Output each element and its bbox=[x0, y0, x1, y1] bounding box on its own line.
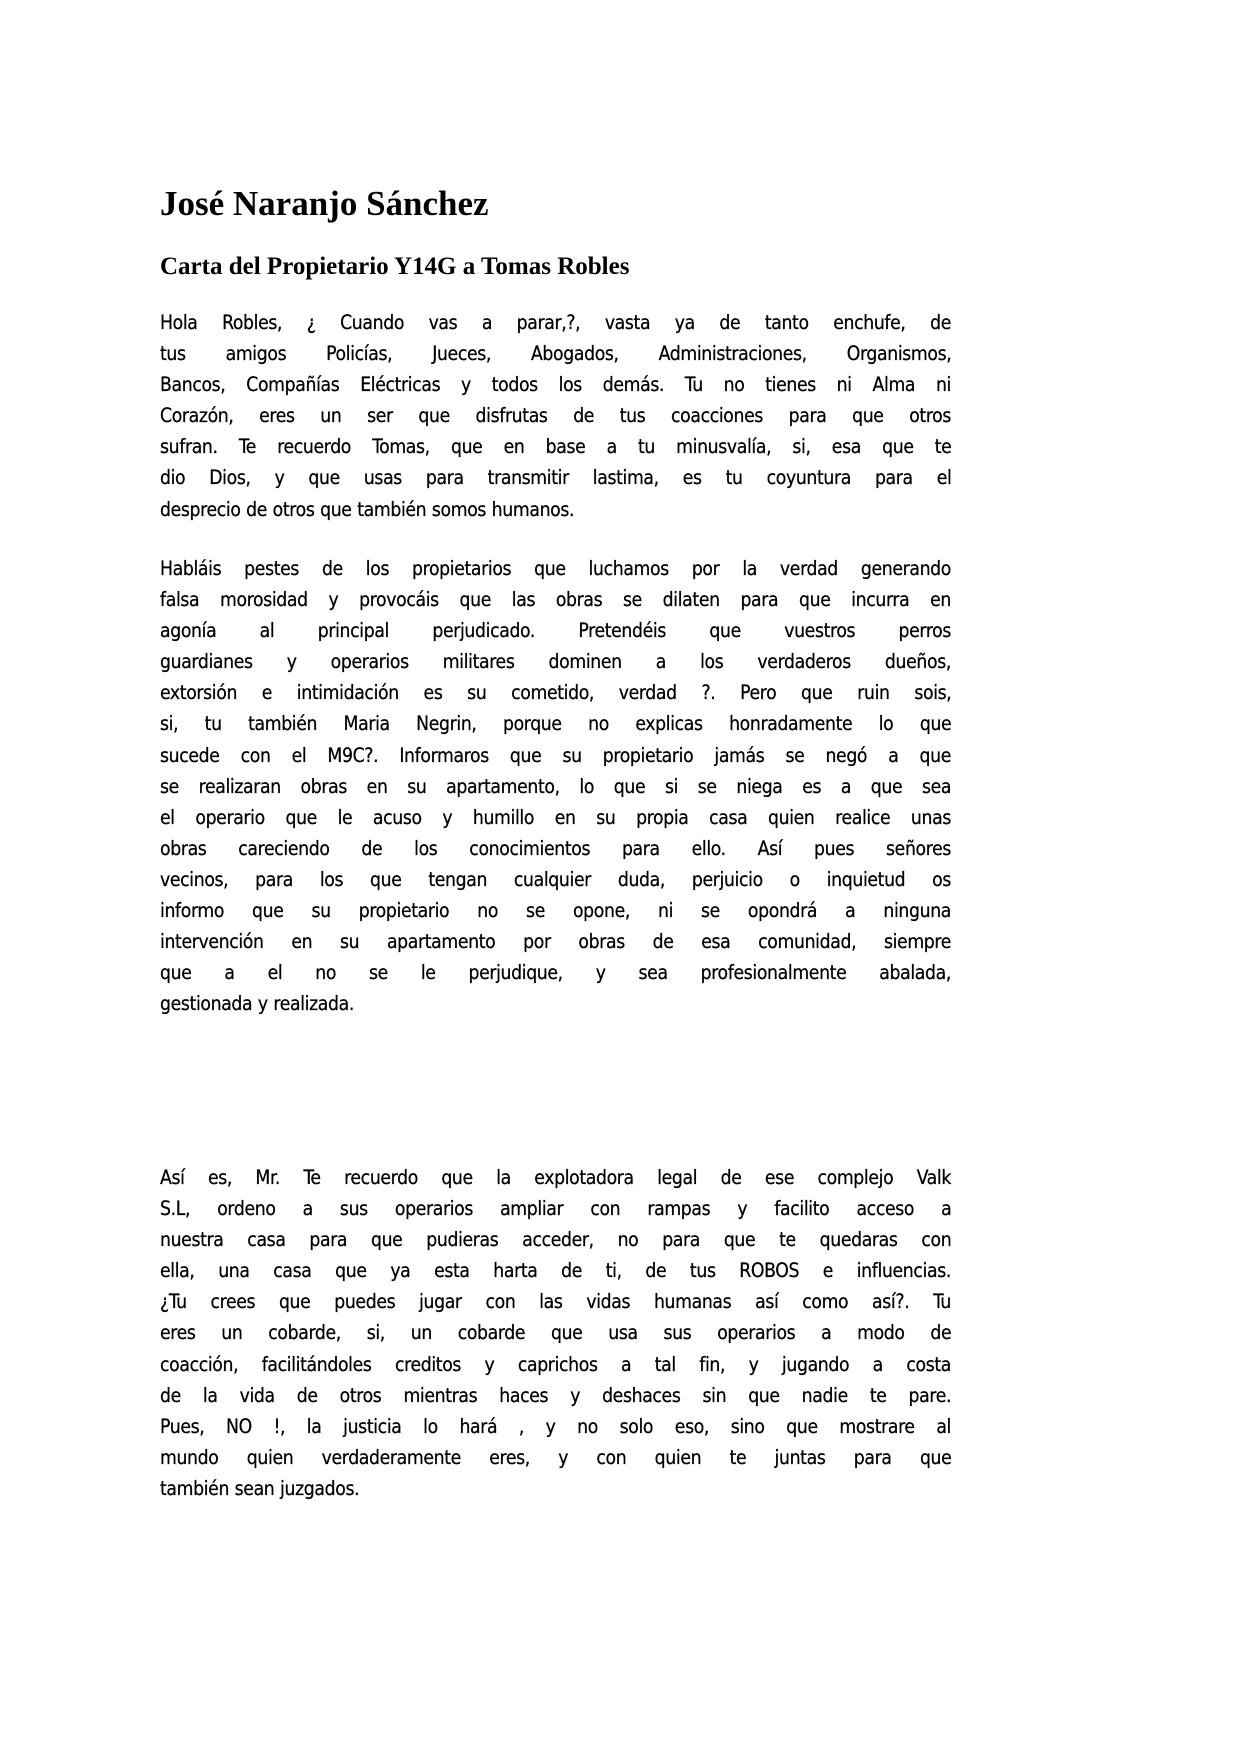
text-line: informo que su propietario no se opone, ni se opondrá a ninguna bbox=[160, 899, 952, 923]
text-line: ¿Tu crees que puedes jugar con las vidas humanas así como así?. Tu bbox=[160, 1290, 951, 1314]
text-line: también sean juzgados. bbox=[160, 1476, 360, 1500]
text-line: vecinos, para los que tengan cualquier duda, perjuicio o inquietud os bbox=[160, 867, 951, 891]
text-line: Pues, NO !, la justicia lo hará , y no solo eso, sino que mostrare al bbox=[160, 1414, 951, 1438]
text-line: S.L, ordeno a sus operarios ampliar con rampas y facilito acceso a bbox=[160, 1197, 952, 1221]
text-line: falsa morosidad y provocáis que las obras se dilaten para que incurra en bbox=[160, 588, 951, 612]
text-line: nuestra casa para que pudieras acceder, no para que te quedaras con bbox=[160, 1228, 952, 1252]
text-line: de la vida de otros mientras haces y deshaces sin que nadie te pare. bbox=[160, 1383, 952, 1407]
text-line: Corazón, eres un ser que disfrutas de tus coacciones para que otros bbox=[160, 404, 951, 428]
text-line: gestionada y realizada. bbox=[160, 992, 355, 1016]
text-line: guardianes y operarios militares dominen a los verdaderos dueños, bbox=[160, 650, 951, 674]
text-line: Hola Robles, ¿ Cuando vas a parar,?, vasta ya de tanto enchufe, de bbox=[160, 311, 951, 334]
text-line: extorsión e intimidación es su cometido, verdad ?. Pero que ruin sois, bbox=[160, 681, 952, 705]
paragraph-3 bbox=[160, 1162, 951, 1504]
text-line: tus amigos Policías, Jueces, Abogados, Administraciones, Organismos, bbox=[160, 342, 952, 366]
text-line: dio Dios, y que usas para transmitir lastima, es tu coyuntura para el bbox=[160, 466, 952, 490]
text-line: Bancos, Compañías Eléctricas y todos los demás. Tu no tienes ni Alma ni bbox=[160, 373, 951, 397]
text-line: ella, una casa que ya esta harta de ti, de tus ROBOS e influencias. bbox=[160, 1259, 951, 1283]
text-line: si, tu también Maria Negrin, porque no explicas honradamente lo que bbox=[160, 712, 952, 736]
text-line: Habláis pestes de los propietarios que luchamos por la verdad generando bbox=[160, 557, 951, 580]
text-line: el operario que le acuso y humillo en su propia casa quien realice unas bbox=[160, 805, 951, 829]
text-line: coacción, facilitándoles creditos y caprichos a tal fin, y jugando a costa bbox=[160, 1352, 951, 1376]
text-line: mundo quien verdaderamente eres, y con quien te juntas para que bbox=[160, 1445, 952, 1469]
paragraph-2 bbox=[160, 553, 951, 1019]
text-line: sucede con el M9C?. Informaros que su propietario jamás se negó a que bbox=[160, 743, 951, 767]
text-line: obras careciendo de los conocimientos para ello. Así pues señores bbox=[160, 836, 951, 860]
text-line: desprecio de otros que también somos humanos. bbox=[160, 497, 575, 521]
text-line: eres un cobarde, si, un cobarde que usa sus operarios a modo de bbox=[160, 1321, 952, 1345]
text-line: intervención en su apartamento por obras de esa comunidad, siempre bbox=[160, 930, 951, 954]
text-line: agonía al principal perjudicado. Pretendéis que vuestros perros bbox=[160, 619, 951, 643]
text-line: que a el no se le perjudique, y sea profesionalmente abalada, bbox=[160, 961, 951, 985]
paragraph-1 bbox=[160, 307, 951, 525]
text-line: se realizaran obras en su apartamento, lo que si se niega es a que sea bbox=[160, 774, 952, 798]
author-title: José Naranjo Sánchez bbox=[160, 184, 489, 223]
letter-subtitle: Carta del Propietario Y14G a Tomas Robles bbox=[160, 253, 630, 280]
text-line: Así es, Mr. Te recuerdo que la explotadora legal de ese complejo Valk bbox=[160, 1166, 951, 1189]
text-line: sufran. Te recuerdo Tomas, que en base a tu minusvalía, si, esa que te bbox=[160, 435, 952, 459]
